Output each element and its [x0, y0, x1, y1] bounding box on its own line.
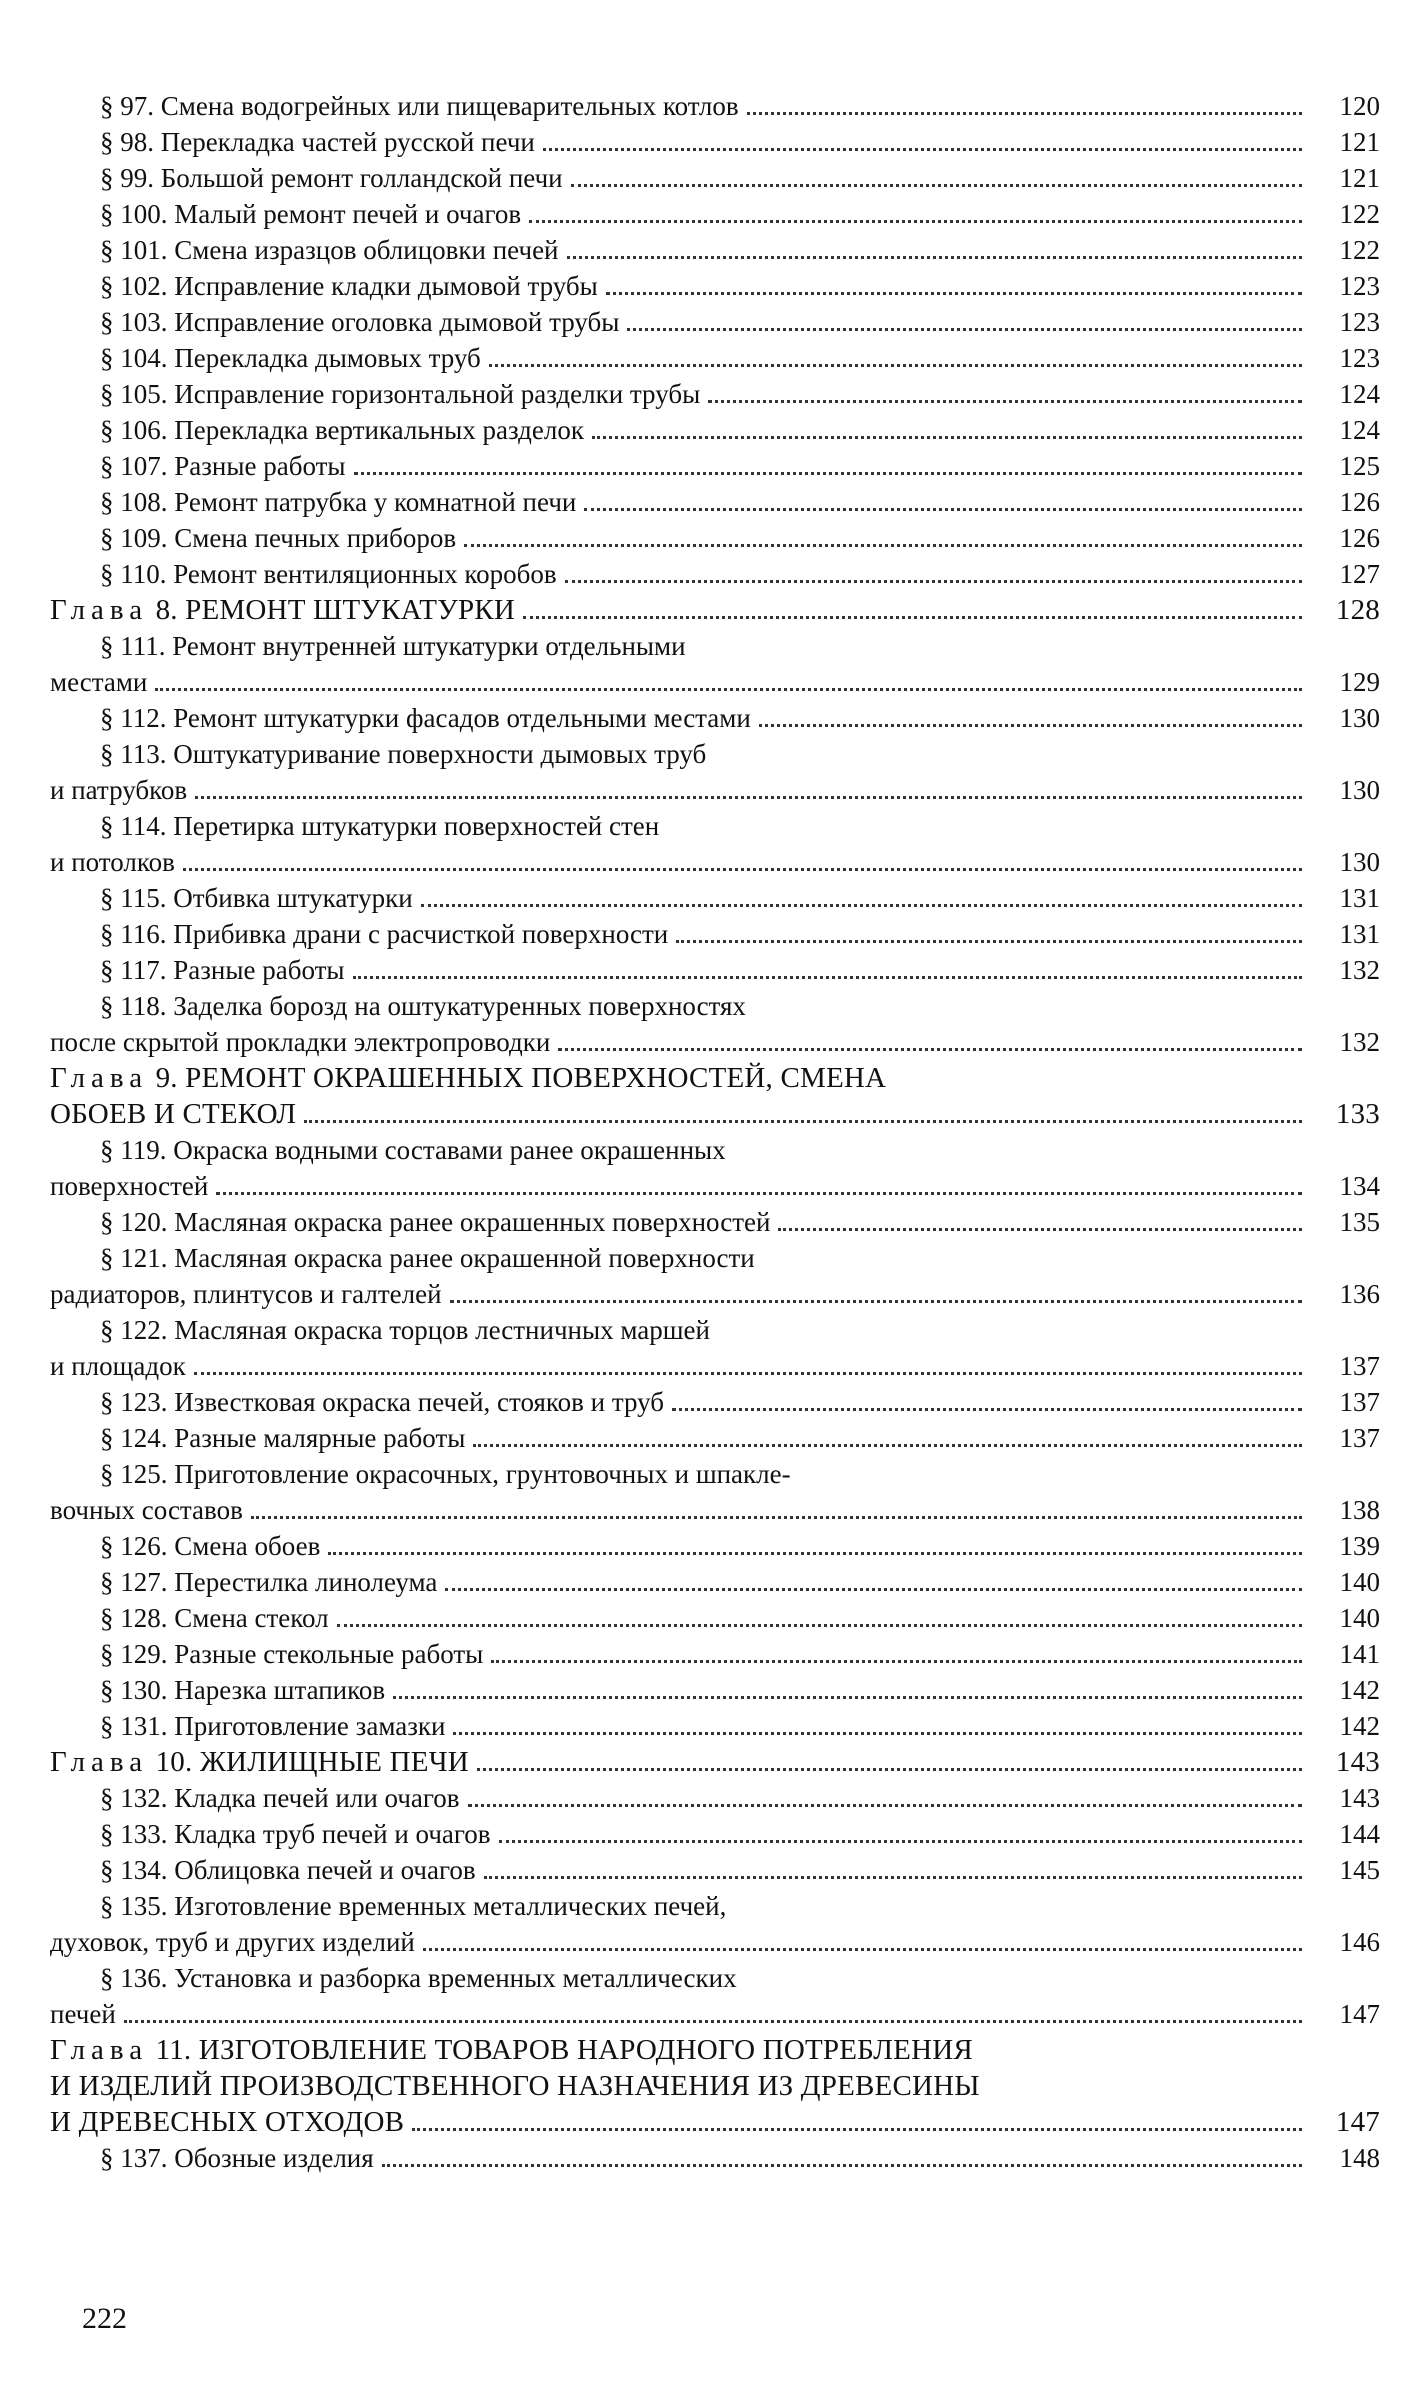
toc-section-line [50, 1564, 1380, 1600]
toc-section-line [50, 1996, 1380, 2032]
dot-leader [571, 184, 1302, 187]
toc-section-line [50, 700, 1380, 736]
entry-title-continuation: местами [50, 667, 148, 697]
dot-leader [423, 1948, 1302, 1951]
entry-page-number: 130 [1339, 847, 1380, 877]
toc-section-line [50, 1492, 1380, 1528]
dot-leader [484, 1876, 1302, 1879]
entry-title: § 130. Нарезка штапиков [100, 1675, 386, 1705]
dot-leader [393, 1696, 1302, 1699]
toc-section-line [50, 268, 1380, 304]
entry-page-number: 141 [1339, 1639, 1380, 1669]
toc-section-line [50, 808, 1380, 844]
table-of-contents [50, 88, 1380, 2176]
dot-leader [523, 616, 1302, 619]
entry-title: § 97. Смена водогрейных или пищеварительных котлов [100, 91, 739, 121]
toc-section-line [50, 1672, 1380, 1708]
toc-section-line [50, 376, 1380, 412]
dot-leader [304, 1120, 1302, 1123]
dot-leader [676, 940, 1302, 943]
dot-leader [412, 2128, 1302, 2131]
entry-title: § 100. Малый ремонт печей и очагов [100, 199, 522, 229]
dot-leader [558, 1048, 1302, 1051]
toc-section-line [50, 304, 1380, 340]
entry-title: § 113. Оштукатуривание поверхности дымовых труб [100, 739, 707, 769]
entry-title: § 127. Перестилка линолеума [100, 1567, 438, 1597]
entry-title-continuation: и патрубков [50, 775, 188, 805]
dot-leader [708, 400, 1302, 403]
entry-page-number: 140 [1339, 1567, 1380, 1597]
entry-page-number: 137 [1339, 1423, 1380, 1453]
entry-title: § 102. Исправление кладки дымовой трубы [100, 271, 598, 301]
entry-page-number: 138 [1339, 1495, 1380, 1525]
entry-page-number: 129 [1339, 667, 1380, 697]
entry-title: § 136. Установка и разборка временных металлических [100, 1963, 737, 1993]
chapter-title: 9. РЕМОНТ ОКРАШЕННЫХ ПОВЕРХНОСТЕЙ, СМЕНА [155, 1062, 887, 1094]
entry-page-number: 132 [1339, 1027, 1380, 1057]
entry-page-number: 124 [1339, 379, 1380, 409]
entry-title-continuation: после скрытой прокладки электропроводки [50, 1027, 551, 1057]
dot-leader [565, 580, 1302, 583]
entry-page-number: 140 [1339, 1603, 1380, 1633]
dot-leader [489, 364, 1302, 367]
entry-title: § 125. Приготовление окрасочных, грунтовочных и шпакле- [100, 1459, 791, 1489]
entry-page-number: 123 [1339, 307, 1380, 337]
entry-title: § 120. Масляная окраска ранее окрашенных поверхностей [100, 1207, 771, 1237]
toc-section-line [50, 1960, 1380, 1996]
chapter-label: Глава [50, 2034, 149, 2066]
toc-section-line [50, 520, 1380, 556]
toc-section-line [50, 1024, 1380, 1060]
toc-section-line [50, 1276, 1380, 1312]
toc-chapter-line [50, 2104, 1380, 2140]
entry-page-number: 137 [1339, 1387, 1380, 1417]
entry-title: § 109. Смена печных приборов [100, 523, 457, 553]
entry-title: § 132. Кладка печей или очагов [100, 1783, 460, 1813]
dot-leader [778, 1228, 1302, 1231]
entry-page-number: 139 [1339, 1531, 1380, 1561]
chapter-title: 11. ИЗГОТОВЛЕНИЕ ТОВАРОВ НАРОДНОГО ПОТРЕБЛЕНИЯ [155, 2034, 973, 2066]
toc-chapter-line [50, 592, 1380, 628]
toc-chapter-line [50, 1096, 1380, 1132]
dot-leader [453, 1732, 1302, 1735]
toc-section-line [50, 844, 1380, 880]
toc-section-line [50, 1312, 1380, 1348]
entry-title: § 119. Окраска водными составами ранее окрашенных [100, 1135, 726, 1165]
toc-section-line [50, 1204, 1380, 1240]
entry-page-number: 125 [1339, 451, 1380, 481]
toc-section-line [50, 232, 1380, 268]
dot-leader [421, 904, 1302, 907]
entry-page-number: 148 [1339, 2143, 1380, 2173]
toc-section-line [50, 1924, 1380, 1960]
entry-page-number: 133 [1335, 1098, 1380, 1130]
entry-title-continuation: ОБОЕВ И СТЕКОЛ [50, 1098, 297, 1130]
toc-section-line [50, 1132, 1380, 1168]
dot-leader [124, 2020, 1302, 2023]
toc-section-line [50, 1168, 1380, 1204]
entry-title: § 116. Прибивка драни с расчисткой поверхности [100, 919, 669, 949]
entry-page-number: 142 [1339, 1675, 1380, 1705]
dot-leader [251, 1516, 1302, 1519]
entry-title: § 134. Облицовка печей и очагов [100, 1855, 476, 1885]
dot-leader [450, 1300, 1302, 1303]
dot-leader [155, 688, 1302, 691]
dot-leader [627, 328, 1302, 331]
dot-leader [183, 868, 1302, 871]
toc-section-line [50, 628, 1380, 664]
toc-section-line [50, 916, 1380, 952]
entry-page-number: 142 [1339, 1711, 1380, 1741]
toc-section-line [50, 1240, 1380, 1276]
entry-title: § 105. Исправление горизонтальной разделки трубы [100, 379, 701, 409]
toc-section-line [50, 1816, 1380, 1852]
entry-page-number: 137 [1339, 1351, 1380, 1381]
entry-title: § 128. Смена стекол [100, 1603, 329, 1633]
dot-leader [468, 1804, 1302, 1807]
entry-title: § 108. Ремонт патрубка у комнатной печи [100, 487, 577, 517]
dot-leader [592, 436, 1302, 439]
entry-page-number: 132 [1339, 955, 1380, 985]
toc-section-line [50, 2140, 1380, 2176]
entry-page-number: 126 [1339, 487, 1380, 517]
entry-title: § 101. Смена изразцов облицовки печей [100, 235, 559, 265]
dot-leader [445, 1588, 1302, 1591]
entry-title: § 103. Исправление оголовка дымовой трубы [100, 307, 620, 337]
dot-leader [606, 292, 1302, 295]
dot-leader [194, 1372, 1302, 1375]
entry-page-number: 130 [1339, 775, 1380, 805]
dot-leader [491, 1660, 1302, 1663]
toc-section-line [50, 664, 1380, 700]
toc-section-line [50, 988, 1380, 1024]
dot-leader [477, 1768, 1302, 1771]
dot-leader [759, 724, 1302, 727]
entry-title: § 117. Разные работы [100, 955, 345, 985]
chapter-title: 8. РЕМОНТ ШТУКАТУРКИ [155, 594, 515, 626]
entry-title: § 121. Масляная окраска ранее окрашенной поверхности [100, 1243, 755, 1273]
entry-page-number: 143 [1335, 1746, 1380, 1778]
entry-page-number: 136 [1339, 1279, 1380, 1309]
toc-section-line [50, 448, 1380, 484]
entry-page-number: 147 [1335, 2106, 1380, 2138]
entry-title: § 133. Кладка труб печей и очагов [100, 1819, 491, 1849]
entry-title: § 99. Большой ремонт голландской печи [100, 163, 563, 193]
entry-title-continuation: И ДРЕВЕСНЫХ ОТХОДОВ [50, 2106, 405, 2138]
dot-leader [354, 472, 1302, 475]
dot-leader [499, 1840, 1302, 1843]
entry-title: § 112. Ремонт штукатурки фасадов отдельными местами [100, 703, 751, 733]
toc-section-line [50, 556, 1380, 592]
dot-leader [584, 508, 1302, 511]
toc-section-line [50, 952, 1380, 988]
dot-leader [195, 796, 1302, 799]
toc-section-line [50, 160, 1380, 196]
toc-chapter-line [50, 1744, 1380, 1780]
toc-chapter-line [50, 2032, 1380, 2068]
dot-leader [328, 1552, 1302, 1555]
entry-title-continuation: поверхностей [50, 1171, 209, 1201]
entry-page-number: 120 [1339, 91, 1380, 121]
toc-section-line [50, 1708, 1380, 1744]
entry-title: § 98. Перекладка частей русской печи [100, 127, 535, 157]
entry-title-continuation: И ИЗДЕЛИЙ ПРОИЗВОДСТВЕННОГО НАЗНАЧЕНИЯ ИЗ ДРЕВЕСИНЫ [50, 2070, 980, 2102]
toc-section-line [50, 412, 1380, 448]
toc-section-line [50, 340, 1380, 376]
entry-page-number: 126 [1339, 523, 1380, 553]
entry-title: § 123. Известковая окраска печей, стояков и труб [100, 1387, 664, 1417]
toc-section-line [50, 1348, 1380, 1384]
chapter-label: Глава [50, 594, 149, 626]
entry-page-number: 135 [1339, 1207, 1380, 1237]
entry-page-number: 121 [1339, 127, 1380, 157]
toc-section-line [50, 124, 1380, 160]
entry-title: § 106. Перекладка вертикальных разделок [100, 415, 584, 445]
entry-title: § 111. Ремонт внутренней штукатурки отдельными [100, 631, 686, 661]
entry-page-number: 134 [1339, 1171, 1380, 1201]
dot-leader [529, 220, 1302, 223]
page-number: 222 [82, 2302, 127, 2335]
toc-section-line [50, 1780, 1380, 1816]
entry-title: § 126. Смена обоев [100, 1531, 321, 1561]
entry-page-number: 144 [1339, 1819, 1380, 1849]
dot-leader [747, 112, 1302, 115]
dot-leader [672, 1408, 1302, 1411]
entry-page-number: 145 [1339, 1855, 1380, 1885]
entry-title: § 114. Перетирка штукатурки поверхностей стен [100, 811, 660, 841]
entry-title-continuation: печей [50, 1999, 116, 2029]
dot-leader [216, 1192, 1302, 1195]
toc-section-line [50, 484, 1380, 520]
entry-title: § 107. Разные работы [100, 451, 346, 481]
dot-leader [567, 256, 1303, 259]
chapter-label: Глава [50, 1062, 149, 1094]
entry-page-number: 130 [1339, 703, 1380, 733]
entry-title: § 110. Ремонт вентиляционных коробов [100, 559, 557, 589]
toc-section-line [50, 196, 1380, 232]
entry-title: § 118. Заделка борозд на оштукатуренных поверхностях [100, 991, 746, 1021]
entry-page-number: 121 [1339, 163, 1380, 193]
dot-leader [337, 1624, 1302, 1627]
entry-title: § 131. Приготовление замазки [100, 1711, 446, 1741]
toc-section-line [50, 1420, 1380, 1456]
entry-page-number: 127 [1339, 559, 1380, 589]
dot-leader [382, 2164, 1302, 2167]
toc-section-line [50, 880, 1380, 916]
dot-leader [353, 976, 1302, 979]
entry-title: § 135. Изготовление временных металлических печей, [100, 1891, 727, 1921]
entry-page-number: 123 [1339, 343, 1380, 373]
chapter-label: Глава [50, 1746, 149, 1778]
entry-title-continuation: и площадок [50, 1351, 186, 1381]
toc-section-line [50, 1852, 1380, 1888]
toc-section-line [50, 1456, 1380, 1492]
entry-page-number: 143 [1339, 1783, 1380, 1813]
toc-section-line [50, 88, 1380, 124]
entry-title: § 129. Разные стекольные работы [100, 1639, 484, 1669]
entry-page-number: 131 [1339, 883, 1380, 913]
toc-chapter-line [50, 1060, 1380, 1096]
chapter-title: 10. ЖИЛИЩНЫЕ ПЕЧИ [155, 1746, 469, 1778]
dot-leader [473, 1444, 1302, 1447]
toc-section-line [50, 772, 1380, 808]
entry-page-number: 128 [1335, 594, 1380, 626]
entry-page-number: 124 [1339, 415, 1380, 445]
toc-section-line [50, 736, 1380, 772]
entry-title-continuation: духовок, труб и других изделий [50, 1927, 415, 1957]
entry-title-continuation: и потолков [50, 847, 175, 877]
entry-page-number: 146 [1339, 1927, 1380, 1957]
toc-section-line [50, 1636, 1380, 1672]
toc-section-line [50, 1600, 1380, 1636]
toc-section-line [50, 1384, 1380, 1420]
entry-page-number: 122 [1339, 199, 1380, 229]
toc-chapter-line [50, 2068, 1380, 2104]
entry-title: § 122. Масляная окраска торцов лестничных маршей [100, 1315, 710, 1345]
entry-title: § 137. Обозные изделия [100, 2143, 374, 2173]
entry-title: § 104. Перекладка дымовых труб [100, 343, 481, 373]
entry-title: § 115. Отбивка штукатурки [100, 883, 413, 913]
entry-page-number: 123 [1339, 271, 1380, 301]
entry-title: § 124. Разные малярные работы [100, 1423, 466, 1453]
dot-leader [464, 544, 1302, 547]
toc-section-line [50, 1888, 1380, 1924]
toc-section-line [50, 1528, 1380, 1564]
entry-page-number: 131 [1339, 919, 1380, 949]
entry-title-continuation: радиаторов, плинтусов и галтелей [50, 1279, 442, 1309]
entry-page-number: 147 [1339, 1999, 1380, 2029]
dot-leader [543, 148, 1302, 151]
entry-title-continuation: вочных составов [50, 1495, 243, 1525]
entry-page-number: 122 [1339, 235, 1380, 265]
